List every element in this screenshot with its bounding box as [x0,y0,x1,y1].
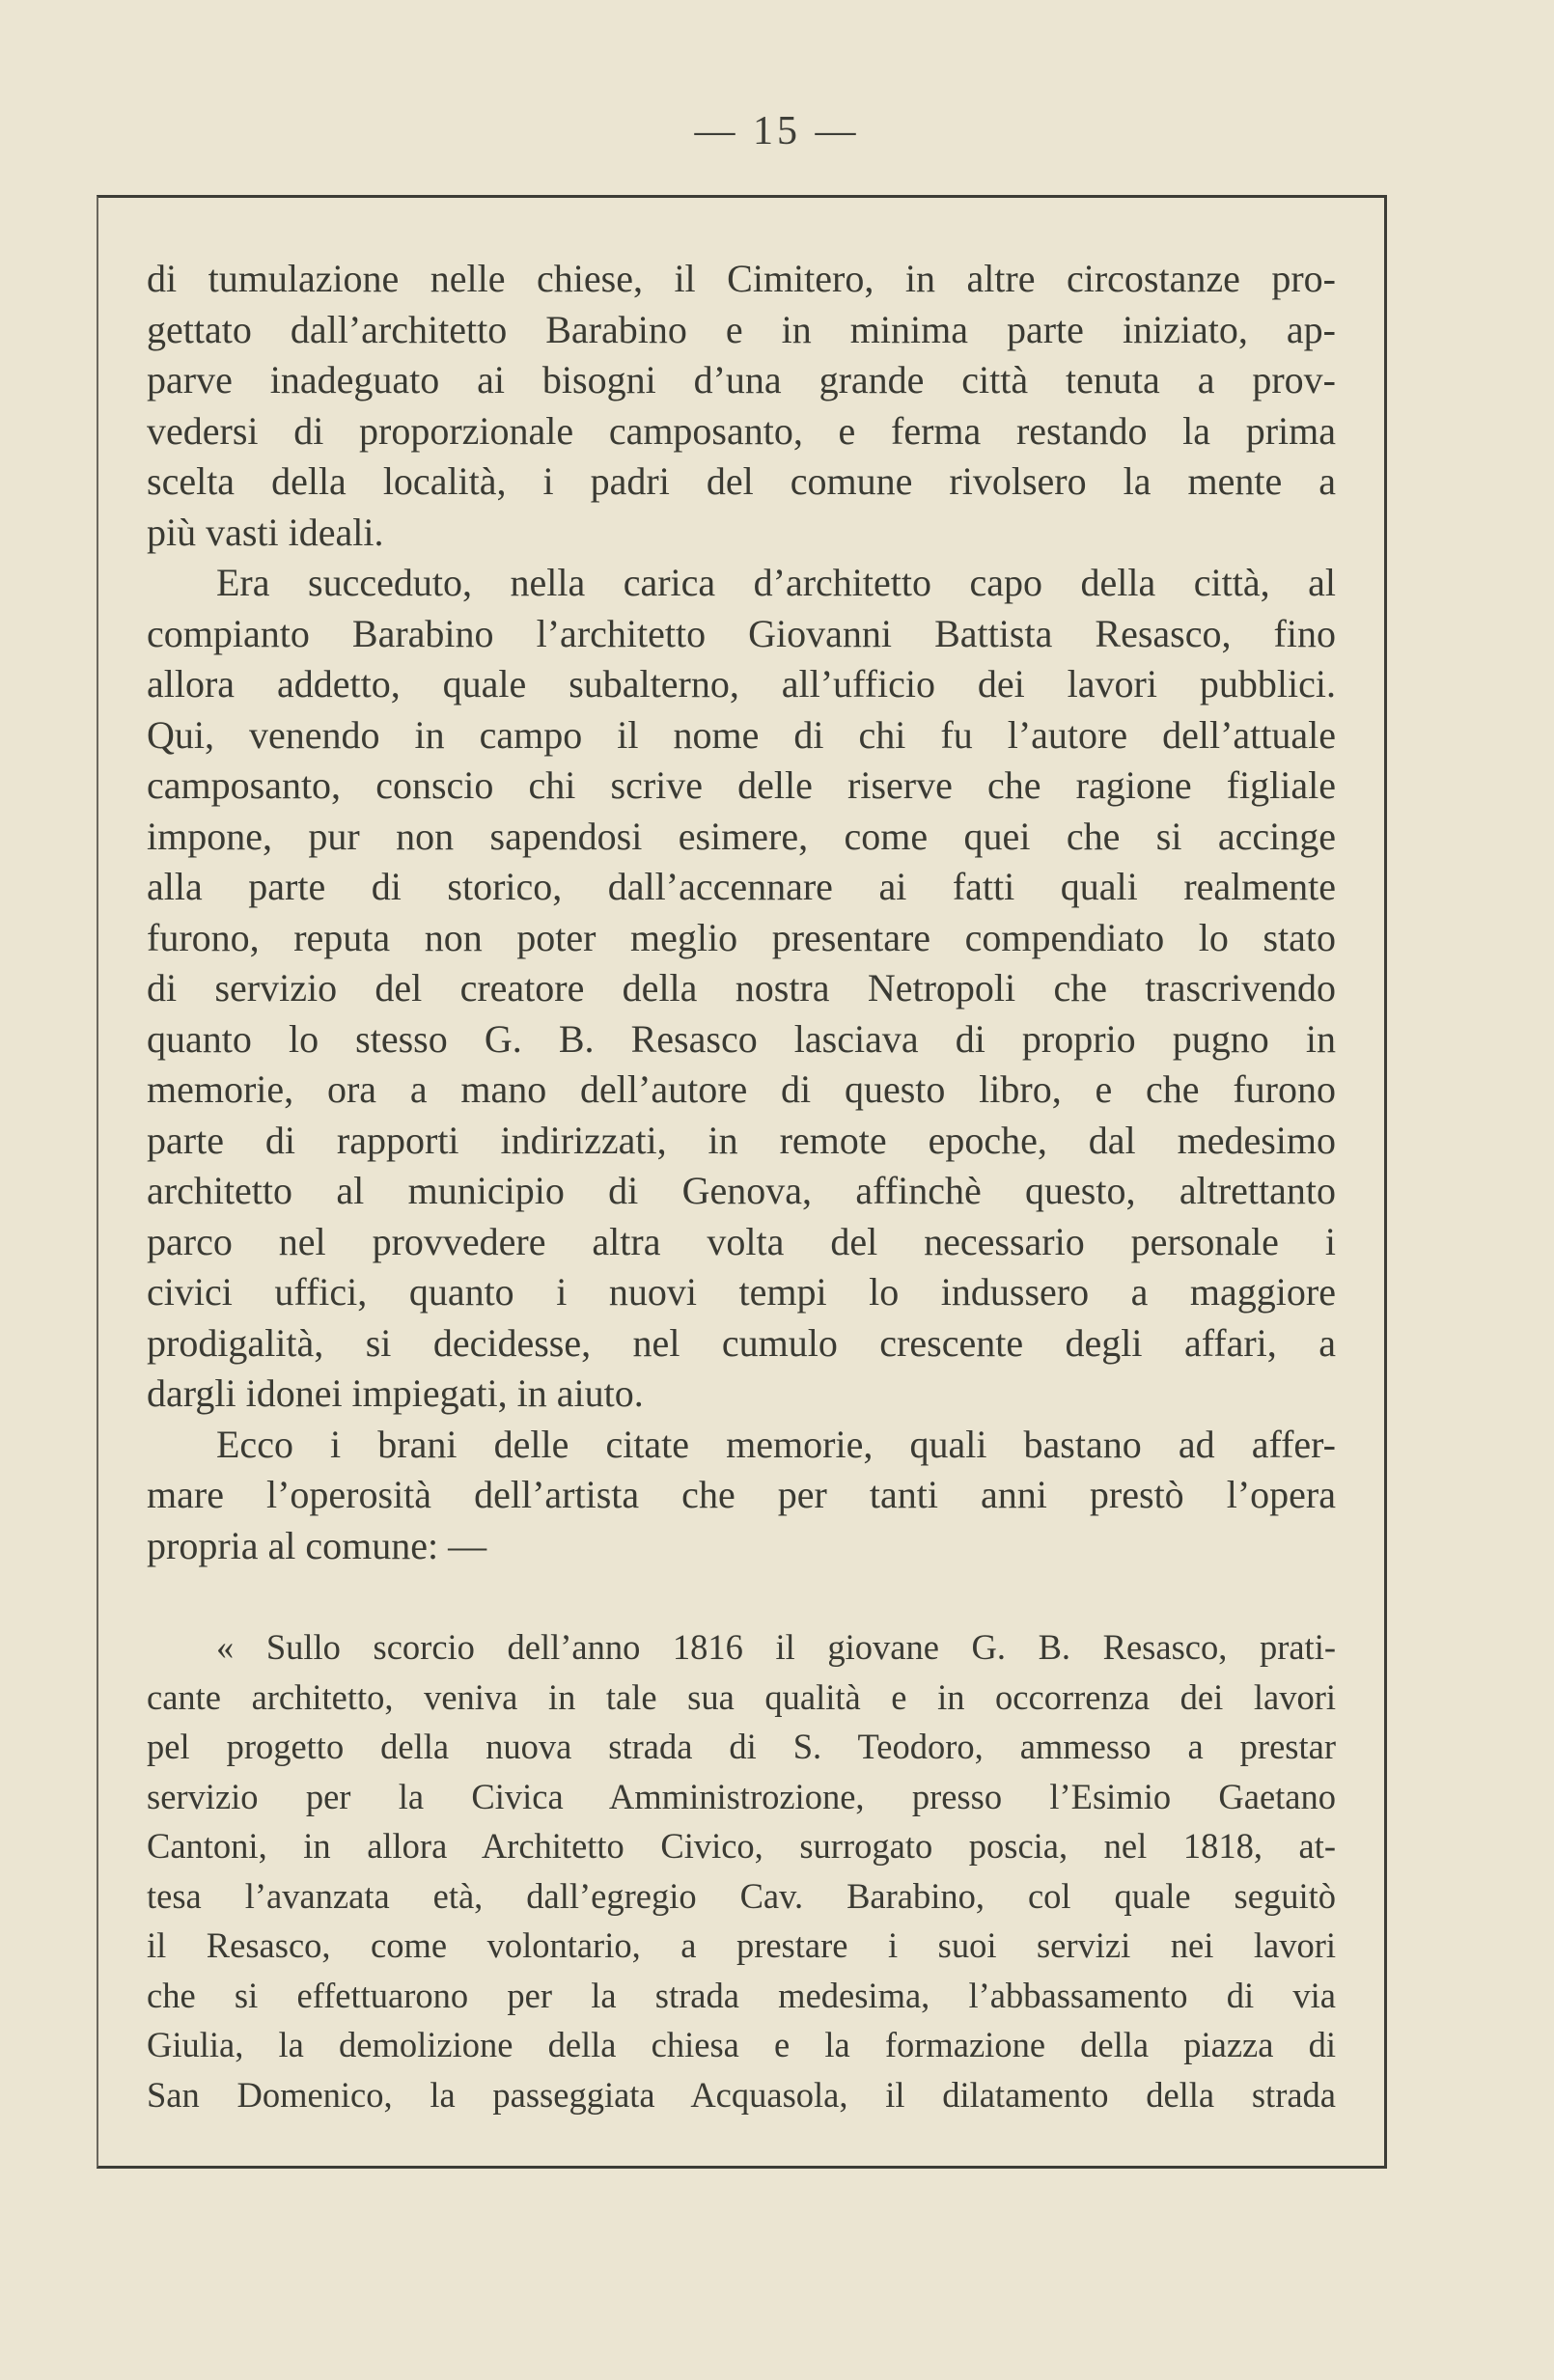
quote-line: tesa l’avanzata età, dall’egregio Cav. Barabino, col quale seguitò [147,1875,1336,1916]
text-line: prodigalità, si decidesse, nel cumulo crescente degli affari, a [147,1320,1336,1365]
text-line: camposanto, conscio chi scrive delle riserve che ragione figliale [147,763,1336,807]
text-line: più vasti ideali. [147,510,384,554]
text-line: parte di rapporti indirizzati, in remote epoche, dal medesimo [147,1118,1336,1162]
quote-line: Cantoni, in allora Architetto Civico, surrogato poscia, nel 1818, at- [147,1826,1336,1866]
text-line: civici uffici, quanto i nuovi tempi lo indussero a maggiore [147,1270,1336,1314]
text-line: dargli idonei impiegati, in aiuto. [147,1371,644,1415]
text-line: scelta della località, i padri del comune rivolsero la mente a [147,459,1336,503]
quote-line: San Domenico, la passeggiata Acquasola, il dilatamento della strada [147,2074,1336,2115]
text-line: quanto lo stesso G. B. Resasco lasciava di proprio pugno in [147,1016,1336,1061]
text-line: impone, pur non sapendosi esimere, come quei che si accinge [147,814,1336,858]
text-line: mare l’operosità dell’artista che per tanti anni prestò l’opera [147,1473,1336,1516]
quoted-memoir [147,1622,1336,2119]
quote-line: il Resasco, come volontario, a prestare i suoi servizi nei lavori [147,1925,1336,1965]
text-line: memorie, ora a mano dell’autore di questo libro, e che furono [147,1067,1336,1111]
text-line: di tumulazione nelle chiese, il Cimitero, in altre circostanze pro- [147,257,1336,300]
text-line: furono, reputa non poter meglio presentare compendiato lo stato [147,915,1336,959]
text-line: compianto Barabino l’architetto Giovanni Battista Resasco, fino [147,611,1336,655]
text-line: architetto al municipio di Genova, affinchè questo, altrettanto [147,1169,1336,1212]
text-line: Qui, venendo in campo il nome di chi fu l’autore dell’attuale [147,712,1336,757]
text-line: gettato dall’architetto Barabino e in minima parte iniziato, ap- [147,307,1336,351]
quote-line: Giulia, la demolizione della chiesa e la formazione della piazza di [147,2025,1336,2064]
text-line: Ecco i brani delle citate memorie, quali bastano ad affer- [216,1422,1336,1466]
text-line: Era succeduto, nella carica d’architetto capo della città, al [216,561,1336,604]
text-line: propria al comune: — [147,1523,487,1567]
quote-line: « Sullo scorcio dell’anno 1816 il giovane G. B. Resasco, prati- [216,1627,1336,1667]
text-line: parco nel provvedere altra volta del necessario personale i [147,1219,1336,1263]
body-text [147,254,1336,1571]
quote-line: cante architetto, veniva in tale sua qualità e in occorrenza dei lavori [147,1676,1336,1717]
text-line: di servizio del creatore della nostra Netropoli che trascrivendo [147,966,1336,1010]
quote-line: pel progetto della nuova strada di S. Teodoro, ammesso a prestar [147,1727,1336,1766]
text-line: vedersi di proporzionale camposanto, e ferma restando la prima [147,408,1336,453]
quote-line: che si effettuarono per la strada medesima, l’abbassamento di via [147,1975,1336,2015]
quote-line: servizio per la Civica Amministrozione, presso l’Esimio Gaetano [147,1776,1336,1816]
text-line: alla parte di storico, dall’accennare ai fatti quali realmente [147,865,1336,908]
text-line: parve inadeguato ai bisogni d’una grande città tenuta a prov- [147,358,1336,401]
page-number: — 15 — [694,109,860,153]
text-line: allora addetto, quale subalterno, all’ufficio dei lavori pubblici. [147,662,1336,706]
